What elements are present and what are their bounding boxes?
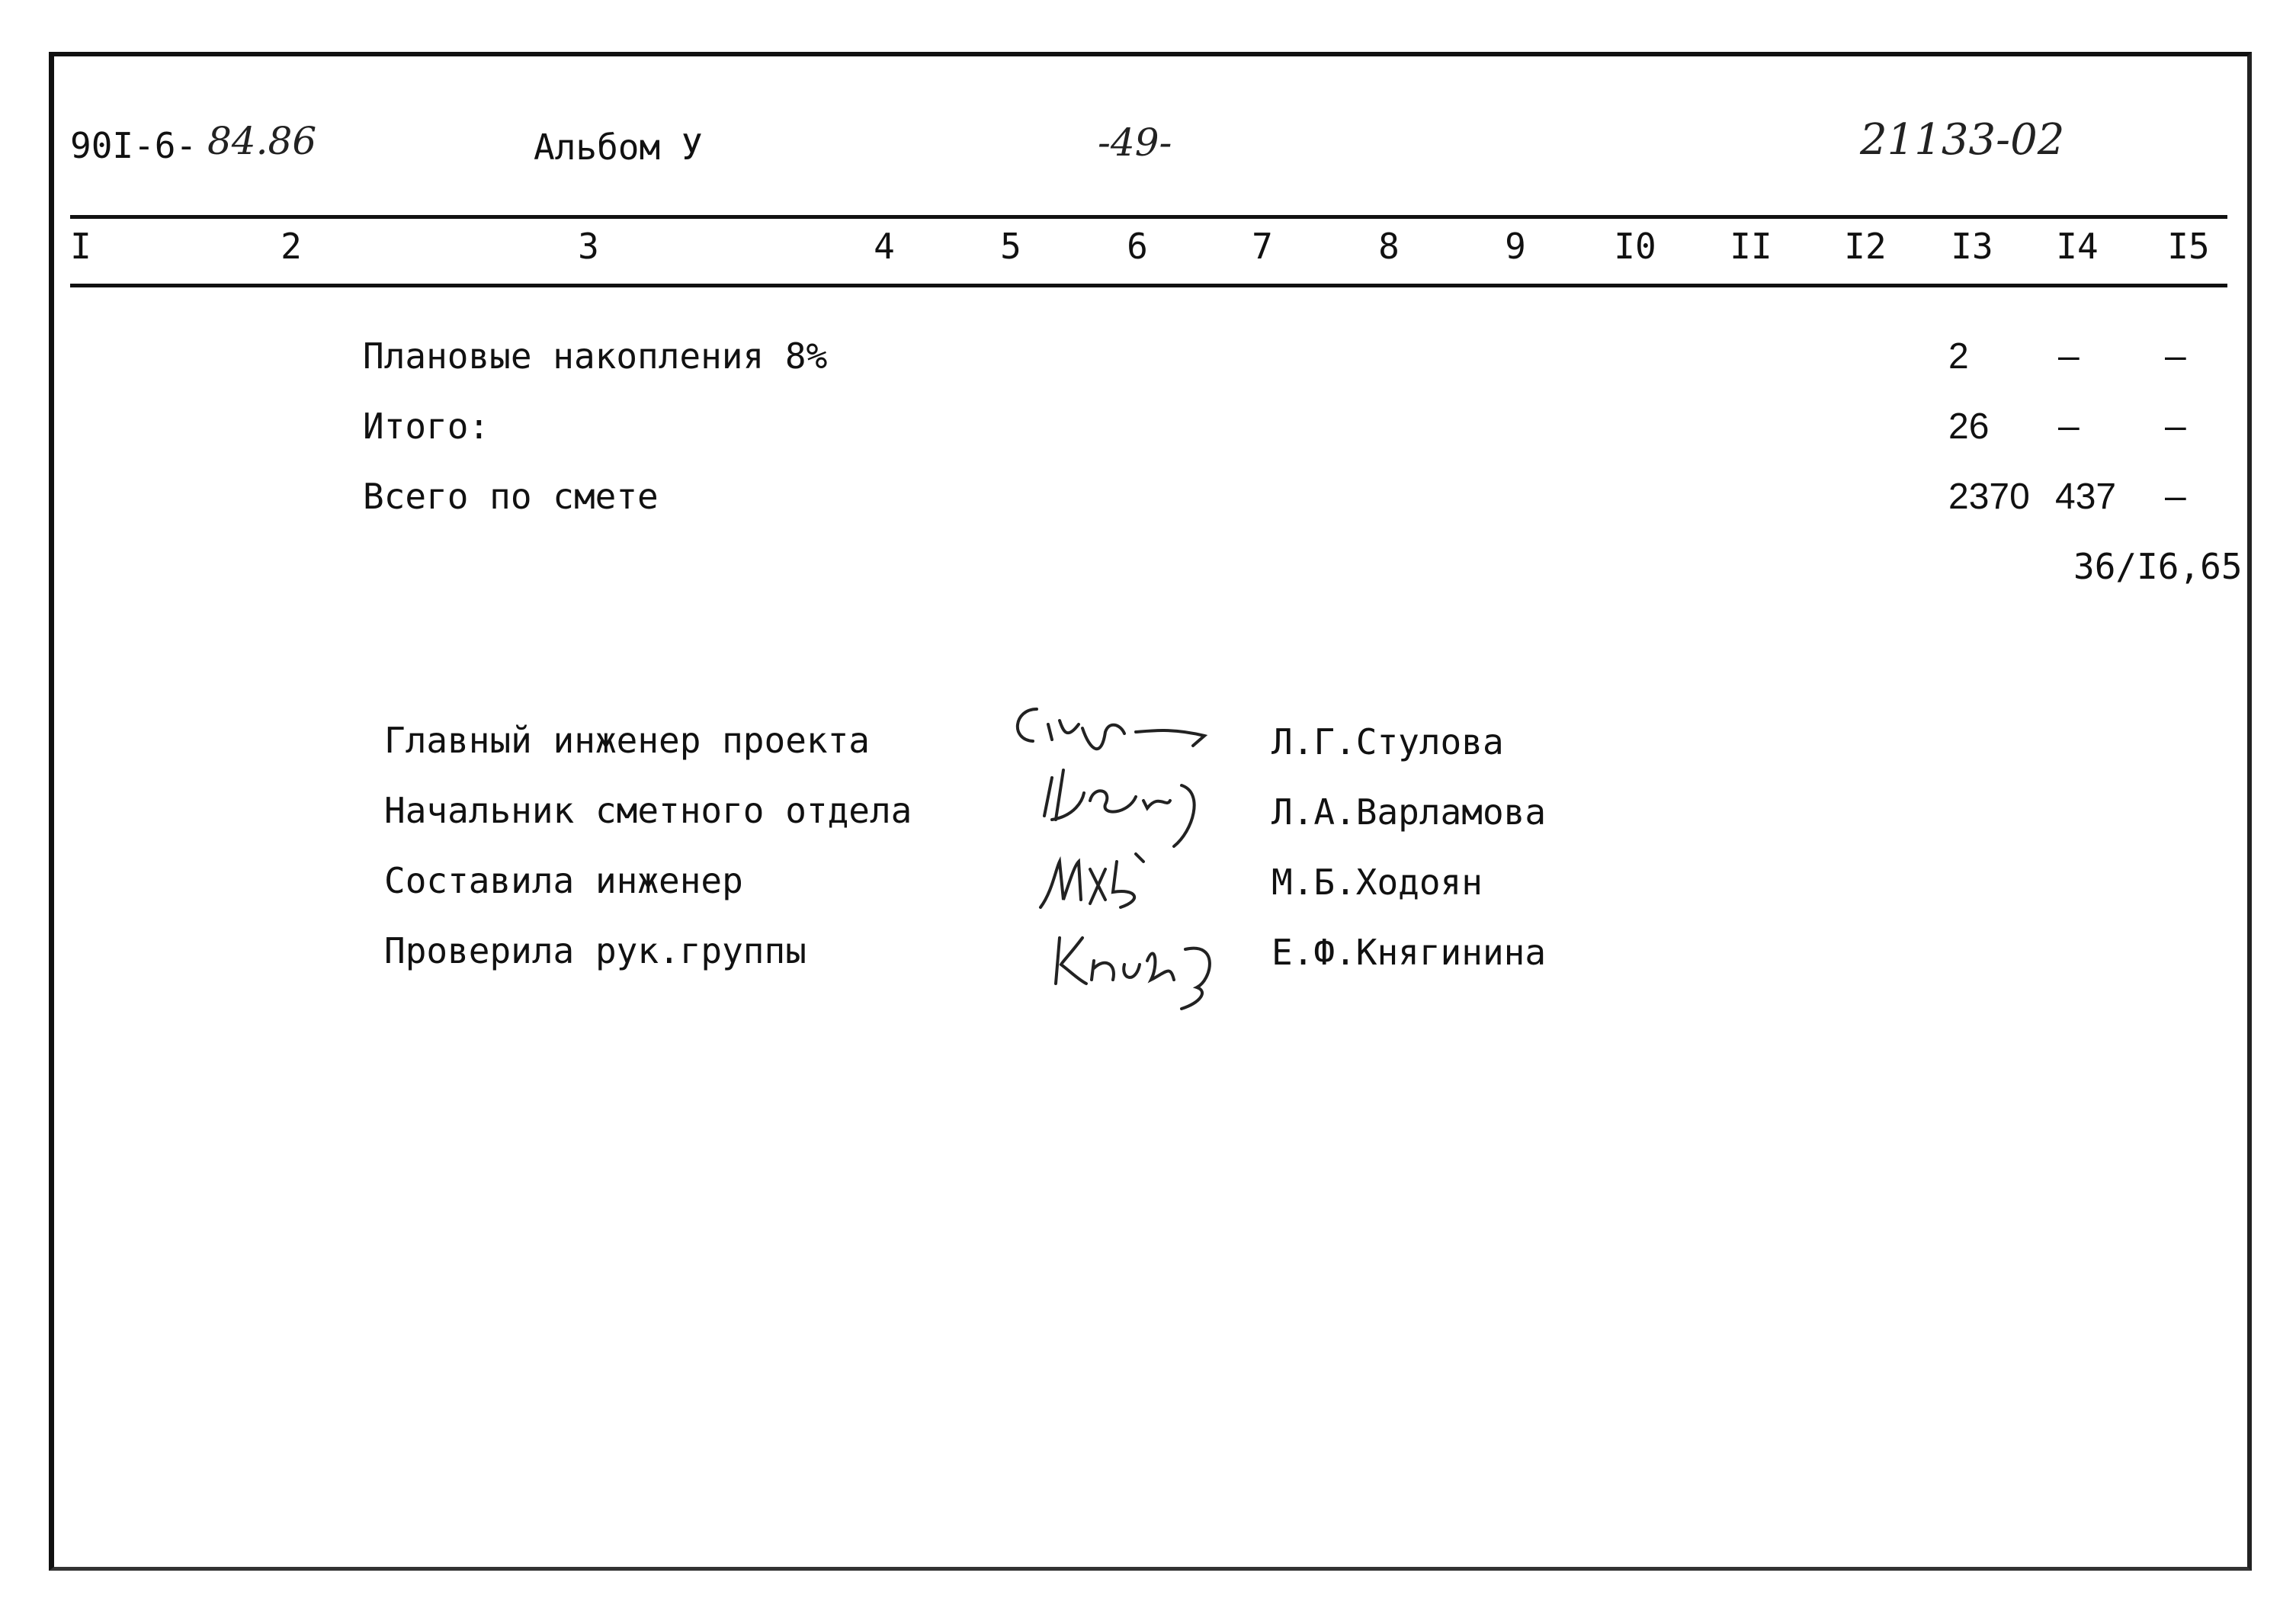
signature-role: Проверила рук.группы [384,930,806,971]
column-number: 7 [1252,226,1273,267]
doc-number: 21133-02 [1860,115,2065,165]
row-label: Всего по смете [363,476,659,517]
row-col14: – [2058,335,2080,377]
signature-4 [1044,919,1243,1010]
column-number: 3 [578,226,599,267]
doc-code-prefix: 90I-6- [70,125,197,166]
doc-code-handwritten: 84.86 [207,119,317,163]
signature-role: Начальник сметного отдела [384,790,912,831]
row-col14: – [2058,406,2080,447]
column-number: I3 [1951,226,1993,267]
column-number: 2 [281,226,302,267]
row-col15: – [2165,335,2186,377]
column-number: I4 [2056,226,2099,267]
header-top-rule [70,215,2227,219]
signature-name: Л.А.Варламова [1271,791,1547,833]
column-number: I5 [2167,226,2210,267]
footnote: 36/I6,65 [2073,546,2243,587]
signature-1 [1006,686,1227,762]
signature-3 [1029,846,1166,915]
row-label: Плановые накопления 8% [363,335,828,377]
row-col13: 26 [1948,406,1990,447]
signature-role: Составила инженер [384,860,743,901]
column-number: I2 [1844,226,1887,267]
header-bottom-rule [70,284,2227,287]
column-number: I [70,226,91,267]
signature-2 [1029,755,1220,854]
signature-name: Л.Г.Стулова [1271,721,1504,762]
column-number: II [1730,226,1772,267]
page-number: -49- [1098,120,1172,165]
row-col13: 2370 [1948,477,2030,517]
signature-name: Е.Ф.Княгинина [1271,932,1547,973]
column-number: 9 [1505,226,1526,267]
signature-name: М.Б.Ходоян [1271,862,1483,903]
column-number: 8 [1378,226,1400,267]
column-number: 5 [1000,226,1021,267]
column-number: I0 [1614,226,1656,267]
row-col15: – [2165,476,2186,517]
signature-role: Главный инженер проекта [384,720,870,761]
row-label: Итого: [363,406,490,447]
album-label: Альбом У [534,127,703,168]
row-col13: 2 [1948,336,1969,377]
column-number: 4 [874,226,895,267]
row-col15: – [2165,406,2186,447]
row-col14: 437 [2055,477,2117,517]
column-number: 6 [1127,226,1148,267]
